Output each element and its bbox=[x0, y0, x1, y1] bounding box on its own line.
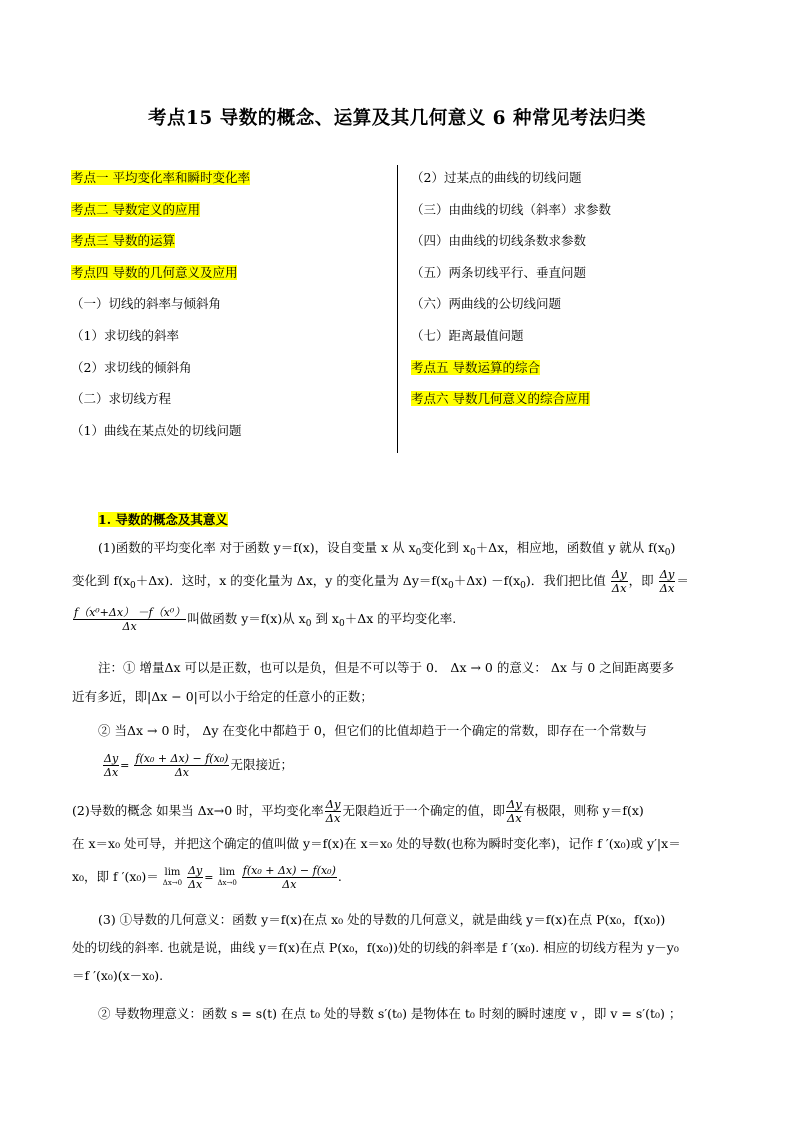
fraction: $\frac{\text{f(x₀ + Δx) − f(x₀)}}{\Delta x}$ bbox=[242, 864, 336, 891]
paragraph-line: (3) ①导数的几何意义：函数 y＝f(x)在点 x₀ 处的导数的几何意义，就是曲线 y＝f(x)在点 P(x₀，f(x₀)) bbox=[98, 912, 666, 927]
paragraph-line: ② 导数物理意义：函数 s = s(t) 在点 t₀ 处的导数 s′(t₀) 是物体在 t₀ 时刻的瞬时速度 v ，即 v = s′(t₀) ； bbox=[98, 1006, 682, 1021]
toc-left-column bbox=[71, 170, 391, 454]
note-line: ② 当Δx → 0 时， Δy 在变化中都趋于 0，但它们的比值却趋于一个确定的常数，即存在一个常数与 bbox=[98, 723, 647, 738]
paragraph-line: ＝f ′(x₀)(x－x₀). bbox=[72, 968, 164, 983]
fraction: $\frac{\text{f(x₀ + Δx) − f(x₀)}}{\Delta x}$ bbox=[135, 752, 229, 779]
toc-right-column bbox=[411, 170, 741, 423]
toc-item: （1）曲线在某点处的切线问题 bbox=[71, 422, 242, 438]
toc-item: （一）切线的斜率与倾斜角 bbox=[71, 296, 222, 312]
toc-item: （2）过某点的曲线的切线问题 bbox=[411, 170, 582, 185]
toc-item: （三）由曲线的切线（斜率）求参数 bbox=[411, 201, 612, 217]
page-title: 考点15 导数的概念、运算及其几何意义 6 种常见考法归类 bbox=[148, 108, 646, 129]
paragraph-line: 变化到 $f(x_0+\Delta x)$．这时，x 的变化量为 Δx，y 的变化量为 $\Delta y=f(x_0+\Delta x) -f(x_0)$．我们把比值 $\frac{\Delta y}{\Delta x}$ ，即 $\frac{\Delta y}{\Delta x}$ ＝ bbox=[72, 567, 689, 595]
fraction: $\frac{\Delta y}{\Delta x}$ bbox=[506, 797, 522, 825]
toc-divider bbox=[397, 165, 398, 453]
paragraph-line: (1)函数的平均变化率 对于函数 y＝f(x)，设自变量 x 从 $x_0$变化到 $x_0+\Delta x$，相应地，函数值 y 就从 $f(x_0)$ bbox=[98, 540, 676, 558]
note-line: 近有多近，即|Δx − 0|可以小于给定的任意小的正数； bbox=[72, 689, 373, 704]
toc-item: （四）由曲线的切线条数求参数 bbox=[411, 233, 587, 249]
paragraph-line: 处的切线的斜率. 也就是说，曲线 y＝f(x)在点 P(x₀，f(x₀))处的切线的斜率是 f ′(x₀). 相应的切线方程为 y－y₀ bbox=[72, 940, 679, 955]
limit: lim Δx→0 bbox=[162, 866, 183, 887]
paragraph-line: $\frac{\text{f（x⁰+Δx） －f（x⁰）}}{\Delta x}$ 叫做函数 y＝f(x)从 $x_0$ 到 $x_0+\Delta x$ 的平均变化率. bbox=[74, 606, 457, 633]
fraction: $\frac{\text{f（x⁰+Δx） －f（x⁰）}}{\Delta x}$ bbox=[74, 606, 186, 633]
fraction: $\frac{\Delta y}{\Delta x}$ bbox=[325, 797, 341, 825]
note-line: $\frac{\Delta y}{\Delta x}$ = $\frac{\text{f(x₀ + Δx) − f(x₀)}}{\Delta x}$ 无限接近； bbox=[104, 752, 293, 779]
toc-item: 考点三 导数的运算 bbox=[71, 233, 175, 249]
toc-item: （二）求切线方程 bbox=[71, 391, 172, 407]
toc-item: （1）求切线的斜率 bbox=[71, 327, 179, 343]
paragraph-line: (2)导数的概念 如果当 Δx→0 时，平均变化率 $\frac{\Delta y}{\Delta x}$ 无限趋近于一个确定的值，即 $\frac{\Delta y}{\Delta x}$ 有极限，则称 y＝f(x) bbox=[72, 797, 644, 825]
toc-item: （五）两条切线平行、垂直问题 bbox=[411, 264, 587, 280]
toc-item: （六）两曲线的公切线问题 bbox=[411, 296, 562, 312]
toc-item: （2）求切线的倾斜角 bbox=[71, 359, 192, 375]
paragraph-line: 在 x＝x₀ 处可导，并把这个确定的值叫做 y＝f(x)在 x＝x₀ 处的导数(也称为瞬时变化率)，记作 f ′(x₀)或 y′|x＝ bbox=[72, 836, 681, 851]
fraction: $\frac{\Delta y}{\Delta x}$ bbox=[659, 567, 675, 595]
note-line: 注：① 增量Δx 可以是正数，也可以是负，但是不可以等于 0． Δx → 0 的意义： Δx 与 0 之间距离要多 bbox=[98, 660, 675, 675]
toc-item: 考点六 导数几何意义的综合应用 bbox=[411, 391, 590, 407]
fraction: $\frac{\Delta y}{\Delta x}$ bbox=[611, 567, 627, 595]
limit: lim Δx→0 bbox=[217, 866, 237, 887]
toc-item: 考点五 导数运算的综合 bbox=[411, 359, 540, 375]
toc-item: 考点二 导数定义的应用 bbox=[71, 201, 200, 217]
toc-item: 考点四 导数的几何意义及应用 bbox=[71, 264, 238, 280]
fraction: $\frac{\Delta y}{\Delta x}$ bbox=[104, 752, 119, 779]
toc-item: 考点一 平均变化率和瞬时变化率 bbox=[71, 170, 250, 185]
fraction: $\frac{\Delta y}{\Delta x}$ bbox=[188, 864, 203, 891]
section-heading: 1. 导数的概念及其意义 bbox=[98, 512, 228, 527]
toc-item: （七）距离最值问题 bbox=[411, 327, 524, 343]
paragraph-line: x₀，即 f ′(x₀)＝ lim Δx→0 $\frac{\Delta y}{\Delta x}$ = lim Δx→0 $\frac{\text{f(x₀ + Δx) − f(x₀)}}{\Delta x}$ . bbox=[72, 864, 342, 891]
